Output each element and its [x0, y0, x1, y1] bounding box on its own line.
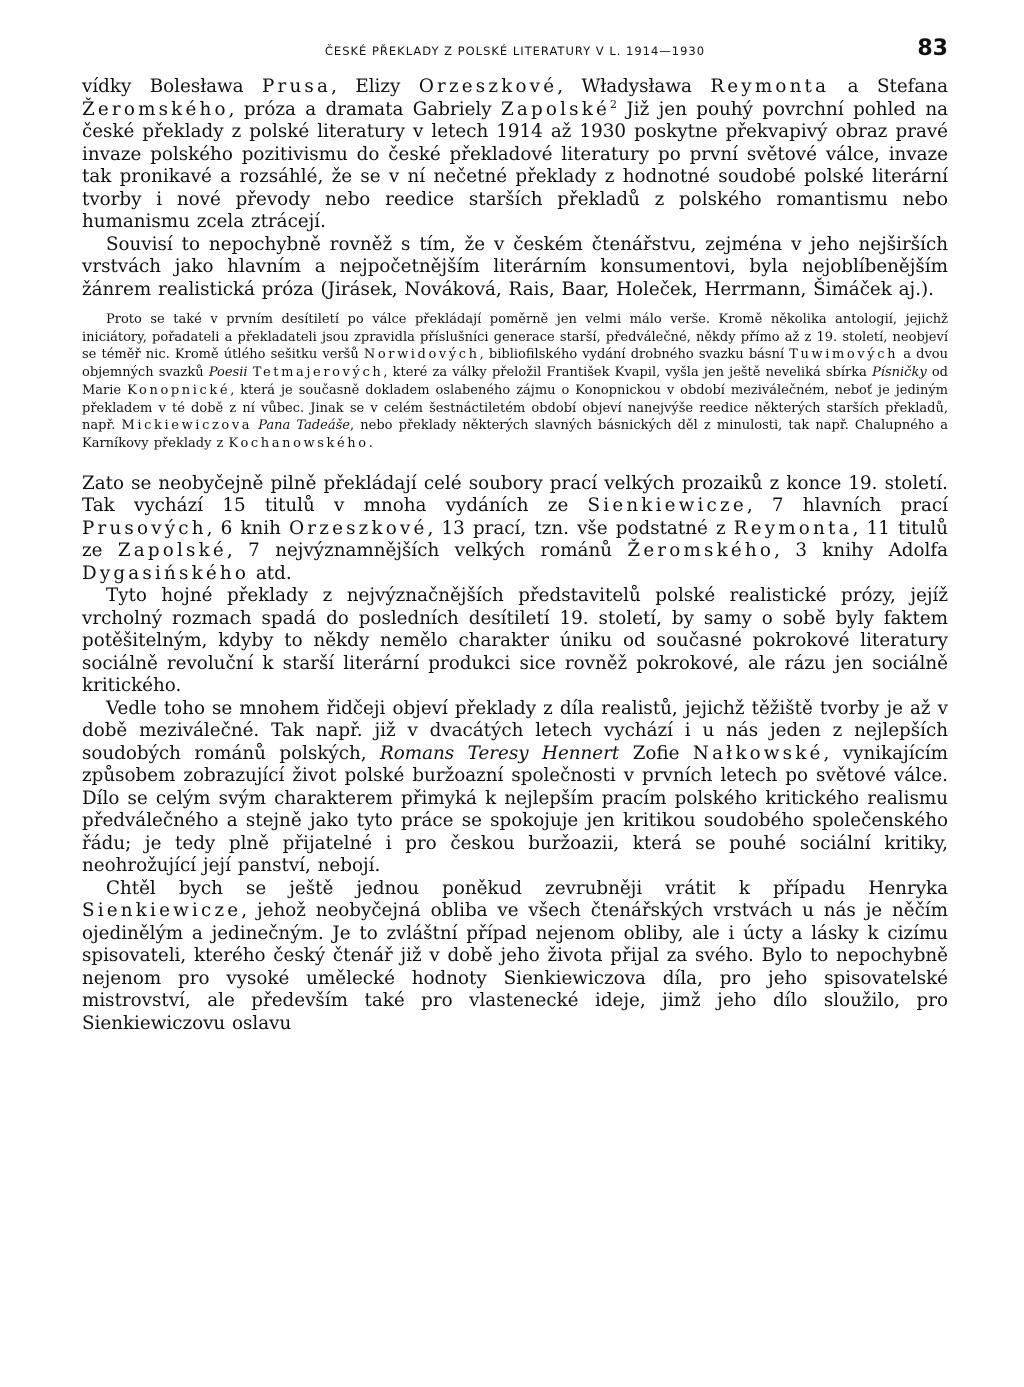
text-run: Vedle toho se mnohem řidčeji objeví překlady z díla realistů, jejichž těžiště tvorby je až v době meziválečné. Tak např. již v dvacátých letech vychází i u nás jeden z nejlepších soudobých románů polských, [82, 697, 948, 764]
author-name-zeromski: Žeromského [82, 98, 229, 120]
work-title-pisnicky: Písničky [872, 365, 927, 381]
author-name-sienkiewicz: Sienkiewicze [587, 495, 747, 517]
main-text-lower [82, 473, 948, 1036]
document-page [82, 36, 948, 1035]
text-run: a Stefana [829, 76, 948, 97]
author-name-sienkiewicz: Sienkiewicze [82, 900, 242, 922]
author-name-nalkowska: Nałkowské [692, 742, 824, 764]
text-run: , 7 hlavních prací [746, 495, 948, 517]
author-name-mickiewicz: Mickiewiczova [121, 418, 253, 434]
paragraph-4: Tyto hojné překlady z nejvýznačnějších představitelů polské realistické prózy, jejíž vrcholný rozmach spadá do posledních desítiletí 19. století, by samy o sobě byly faktem potěšitelným, kdyby to někdy nemělo charakter úniku od současné pokrokové literatury sociálně revoluční k starší literární produkci sice rovněž pokrokové, ale rázu jen sociálně kritického. [82, 585, 948, 697]
text-run: , 11 titulů ze [82, 517, 948, 562]
author-name-dygasinski: Dygasińského [82, 562, 250, 584]
author-name-orzeszkova: Orzeszkové [289, 517, 428, 539]
small-print-note [82, 311, 948, 453]
author-name-prus: Prusa [262, 76, 332, 97]
author-name-kochanowski: Kochanowského [228, 435, 369, 451]
text-run: , 7 nejvýznamnějších velkých románů [226, 540, 628, 562]
text-run: , která je současně dokladem oslabeného zájmu o Konopnickou v období meziválečném, neboť je jediným překladem v té době z ní vůbec. Jinak se v celém šestnáctiletém období objeví nanejvýše reedice některých starších překladů, např. [82, 382, 948, 434]
main-text-upper [82, 76, 948, 301]
author-name-zapolska: Zapolské [117, 540, 227, 562]
text-run: , Władysława [557, 76, 711, 97]
text-run: Proto se také v prvním desítiletí po válce překládají poměrně jen velmi málo verše. Kromě několika antologií, jejichž iniciátory, pořadateli a překladateli jsou zpravidla příslušníci generace starší, předválečné, někdy přímo až z 19. století, neobjeví se téměř nic. Kromě útlého sešitku veršů [82, 312, 948, 363]
text-run: , bibliofilského vydání drobného svazku básní [479, 347, 790, 363]
work-title-romans: Romans Teresy Hennert [380, 742, 620, 764]
text-run: , které za války přeložil František Kvapil, vyšla jen ještě neveliká sbírka [383, 365, 873, 381]
text-run: . [368, 435, 373, 451]
text-run: od Marie [82, 365, 949, 398]
text-run: Již jen pouhý povrchní pohled na české překlady z polské literatury v letech 1914 až 1930 poskytne překvapivý obraz pravé invaze polského pozitivismu do české překladové literatury po první světové válce, invaze tak pronikavé a rozsáhlé, že se v ní nečetné překlady z hodnotné soudobé polské literární tvorby i nové převody nebo reedice starších překladů z polského romantismu nebo humanismu zcela ztrácejí. [82, 98, 948, 232]
paragraph-2: Souvisí to nepochybně rovněž s tím, že v českém čtenářstvu, zejména v jeho nejširších vrstvách jako hlavním a nejpočetnějším literárním konsumentovi, byla nejoblíbenějším žánrem realistická próza (Jirásek, Nováková, Rais, Baar, Holeček, Herrmann, Šimáček aj.). [82, 233, 948, 300]
author-name-konopnicka: Konopnické [127, 382, 231, 398]
text-run: Zofie [619, 742, 693, 764]
text-run: , próza a dramata Gabriely [228, 98, 501, 120]
text-run: , nebo překlady některých slavných básnických děl z minulosti, tak např. Chalupného a Karníkovy překlady z [82, 418, 948, 451]
running-header [82, 36, 948, 76]
paragraph-6 [82, 878, 948, 1036]
note-paragraph [82, 311, 948, 453]
text-run: vídky Bolesława [82, 76, 263, 97]
text-run: Chtěl bych se ještě jednou poněkud zevrubněji vrátit k případu Henryka [106, 877, 948, 899]
text-run: a dvou objemných svazků [82, 347, 948, 381]
author-name-tuwim: Tuwimových [789, 347, 899, 363]
text-run: Zato se neobyčejně pilně překládají celé soubory prací velkých prozaiků z konce 19. století. Tak vychází 15 titulů v mnoha vydáních ze [82, 472, 948, 517]
footnote-marker: 2 [610, 97, 618, 111]
paragraph-3 [82, 473, 948, 586]
text-run: , jehož neobyčejná obliba ve všech čtenářských vrstvách u nás je něčím ojedinělým a jedinečným. Je to zvláštní případ nejenom obliby, ale i úcty a lásky k cizímu spisovateli, kterého český čtenář již v době jeho života přijal za svého. Bylo to nepochybně nejenom pro vysoké umělecké hodnoty Sienkiewiczova díla, pro jeho spisovatelské mistrovství, ale především také pro vlastenecké ideje, jimž jeho dílo sloužilo, pro Sienkiewiczovu oslavu [82, 900, 948, 1034]
author-name-norwid: Norwidových [363, 347, 480, 363]
author-name-zapolska: Zapolské [500, 98, 611, 120]
text-run: , 6 knih [206, 517, 290, 539]
author-name-tetmajer: Tetmajerových [252, 365, 384, 381]
work-title-poesii: Poesii [208, 365, 248, 381]
author-name-reymont: Reymonta [710, 76, 830, 97]
text-run: , 3 knihy Adolfa [774, 540, 948, 562]
author-name-reymont: Reymonta [733, 517, 853, 539]
paragraph-1 [82, 76, 948, 234]
text-run: , Elizy [331, 76, 419, 97]
page-number: 83 [917, 36, 948, 61]
text-run: atd. [249, 562, 292, 584]
running-title: ČESKÉ PŘEKLADY Z POLSKÉ LITERATURY V L. 1914—1930 [324, 44, 706, 58]
work-title-pan-tadeusz: Pana Tadeáše [258, 418, 350, 434]
author-name-orzeszkova: Orzeszkové [418, 76, 558, 97]
paragraph-5 [82, 698, 948, 878]
author-name-prus: Prusových [82, 517, 207, 539]
author-name-zeromski: Žeromského [627, 540, 775, 562]
text-run: , vynikajícím způsobem zobrazující život polské buržoazní společnosti v prvních letech po světové válce. Dílo se celým svým charakterem přimyká k nejlepším pracím polského kritického realismu předválečného a stejně jako tyto práce se spokojuje jen kritikou soudobého společenského řádu; je tedy plně přijatelné i pro českou buržoazii, která se pouhé sociální kritiky, neohrožující její panství, nebojí. [82, 742, 949, 877]
text-run: , 13 prací, tzn. vše podstatné z [427, 517, 734, 539]
